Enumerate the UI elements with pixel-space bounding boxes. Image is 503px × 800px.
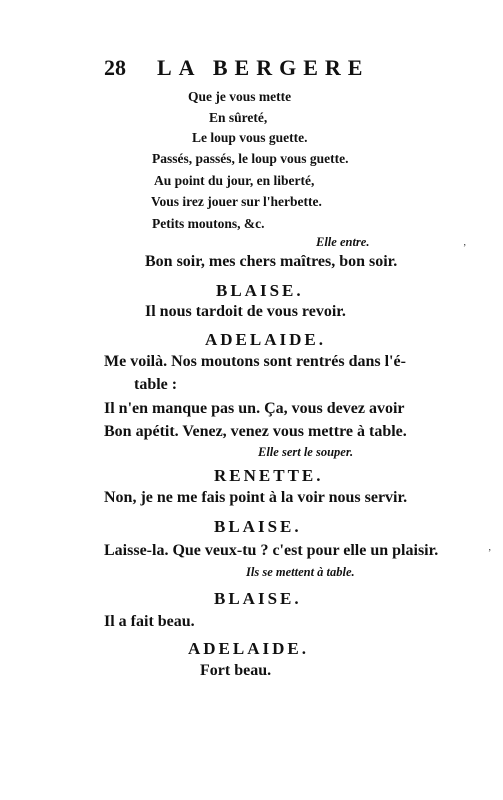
verse-line: Non, je ne me fais point à la voir nous servir.: [104, 489, 408, 506]
page-number: 28: [104, 55, 126, 80]
speaker-name: BLAISE.: [216, 281, 304, 300]
verse-line: table :: [134, 376, 178, 393]
speaker-name: ADELAIDE.: [188, 639, 309, 658]
verse-line: Il a fait beau.: [104, 613, 195, 630]
margin-speck: ʼ: [463, 243, 467, 254]
song-line: Au point du jour, en liberté,: [154, 173, 315, 188]
verse-line: Laisse-la. Que veux-tu ? c'est pour elle un plaisir.: [104, 542, 439, 559]
song-line: Passés, passés, le loup vous guette.: [152, 151, 349, 166]
stage-direction: Elle entre.: [316, 235, 370, 249]
stage-direction: Elle sert le souper.: [258, 445, 354, 459]
song-line: Que je vous mette: [188, 89, 292, 104]
speaker-name: RENETTE.: [214, 466, 324, 485]
verse-line: Bon soir, mes chers maîtres, bon soir.: [145, 253, 398, 270]
stage-direction: Ils se mettent à table.: [246, 565, 355, 579]
margin-speck: ʼ: [488, 548, 492, 559]
verse-line: Fort beau.: [200, 662, 272, 679]
speaker-name: ADELAIDE.: [205, 330, 326, 349]
verse-line: Il nous tardoit de vous revoir.: [145, 303, 346, 320]
song-line: Vous irez jouer sur l'herbette.: [151, 194, 322, 209]
song-line: Le loup vous guette.: [192, 130, 308, 145]
speaker-name: BLAISE.: [214, 589, 302, 608]
verse-line: Bon apétit. Venez, venez vous mettre à table.: [104, 423, 407, 440]
speaker-name: BLAISE.: [214, 517, 302, 536]
song-line: En sûreté,: [209, 110, 268, 125]
song-line: Petits moutons, &c.: [152, 216, 265, 231]
verse-line: Me voilà. Nos moutons sont rentrés dans l'é-: [104, 353, 406, 370]
running-title: LA BERGERE: [157, 55, 370, 80]
verse-line: Il n'en manque pas un. Ça, vous devez avoir: [104, 400, 405, 417]
